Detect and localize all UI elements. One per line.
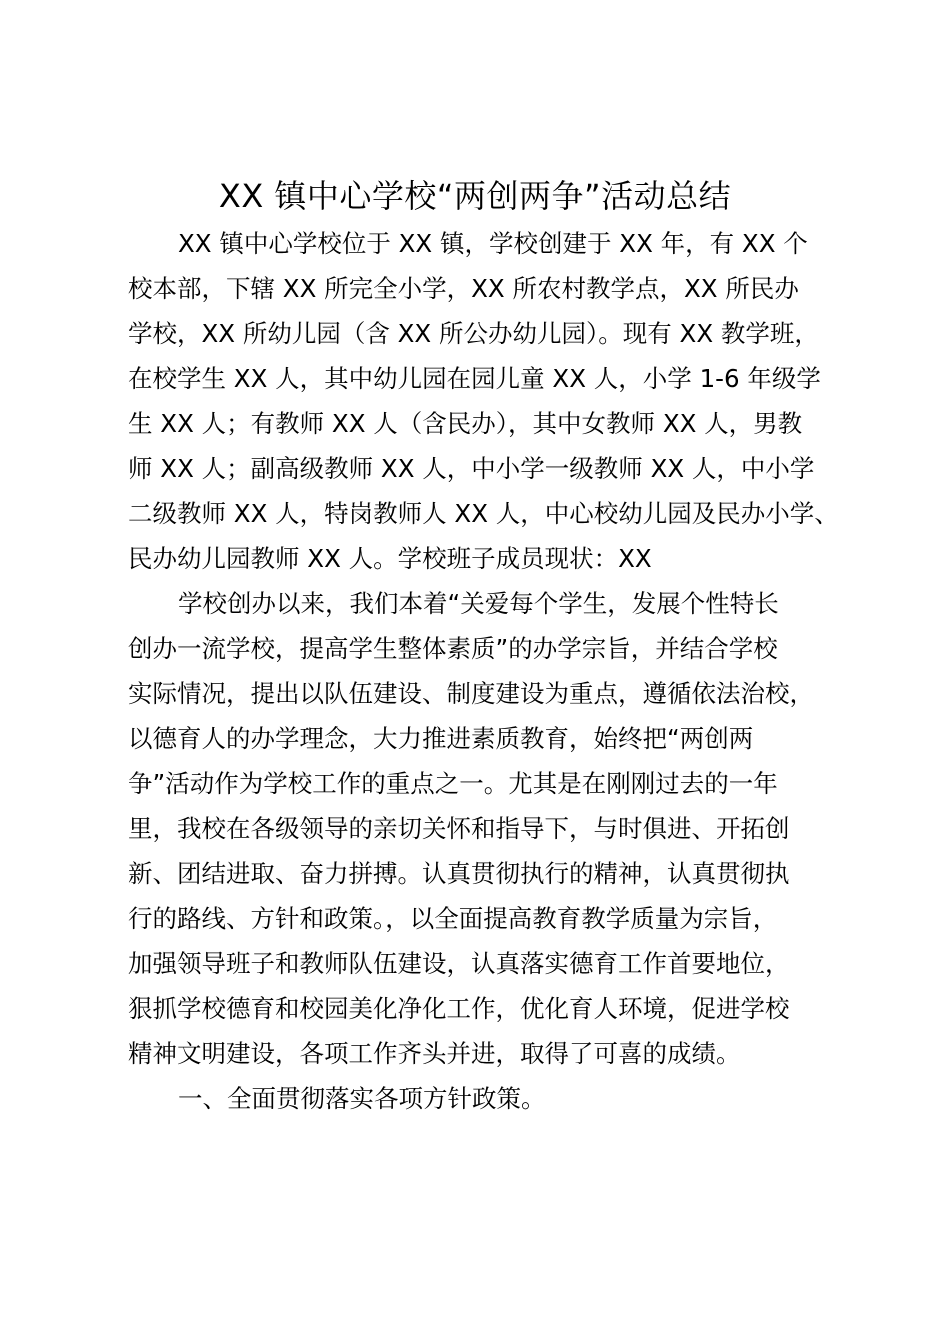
paragraph-2-line: 争”活动作为学校工作的重点之一。尤其是在刚刚过去的一年 bbox=[128, 769, 778, 798]
paragraph-1-line: 在校学生 XX 人，其中幼儿园在园儿童 XX 人，小学 1-6 年级学 bbox=[128, 364, 821, 393]
paragraph-2-line: 加强领导班子和教师队伍建设，认真落实德育工作首要地位， bbox=[128, 949, 790, 978]
section-1-heading: 一、全面贯彻落实各项方针政策。 bbox=[178, 1084, 546, 1113]
paragraph-1-line: 校本部，下辖 XX 所完全小学，XX 所农村教学点，XX 所民办 bbox=[128, 274, 799, 303]
paragraph-2-line: 创办一流学校，提高学生整体素质”的办学宗旨，并结合学校 bbox=[128, 634, 778, 663]
paragraph-2-line: 行的路线、方针和政策。，以全面提高教育教学质量为宗旨， bbox=[128, 904, 778, 933]
paragraph-2-line: 学校创办以来，我们本着“关爱每个学生，发展个性特长 bbox=[178, 589, 779, 618]
paragraph-1-line: 师 XX 人；副高级教师 XX 人，中小学一级教师 XX 人，中小学 bbox=[128, 454, 815, 483]
paragraph-1-line: 生 XX 人；有教师 XX 人（含民办），其中女教师 XX 人，男教 bbox=[128, 409, 803, 438]
paragraph-1-line: 学校，XX 所幼儿园（含 XX 所公办幼儿园）。现有 XX 教学班， bbox=[128, 319, 819, 348]
paragraph-2-line: 精神文明建设，各项工作齐头并进，取得了可喜的成绩。 bbox=[128, 1039, 741, 1068]
document-title: XX 镇中心学校“两创两争”活动总结 bbox=[218, 177, 732, 215]
paragraph-2-line: 实际情况，提出以队伍建设、制度建设为重点，遵循依法治校， bbox=[128, 679, 814, 708]
paragraph-1-line: 民办幼儿园教师 XX 人。学校班子成员现状：XX bbox=[128, 544, 652, 573]
paragraph-1-line: 二级教师 XX 人，特岗教师人 XX 人，中心校幼儿园及民办小学、 bbox=[128, 499, 839, 528]
paragraph-2-line: 以德育人的办学理念，大力推进素质教育，始终把“两创两 bbox=[128, 724, 754, 753]
paragraph-2-line: 新、团结进取、奋力拼搏。认真贯彻执行的精神，认真贯彻执 bbox=[128, 859, 790, 888]
paragraph-2-line: 狠抓学校德育和校园美化净化工作，优化育人环境，促进学校 bbox=[128, 994, 790, 1023]
paragraph-1-line: XX 镇中心学校位于 XX 镇，学校创建于 XX 年，有 XX 个 bbox=[178, 229, 808, 258]
paragraph-2-line: 里，我校在各级领导的亲切关怀和指导下，与时俱进、开拓创 bbox=[128, 814, 790, 843]
